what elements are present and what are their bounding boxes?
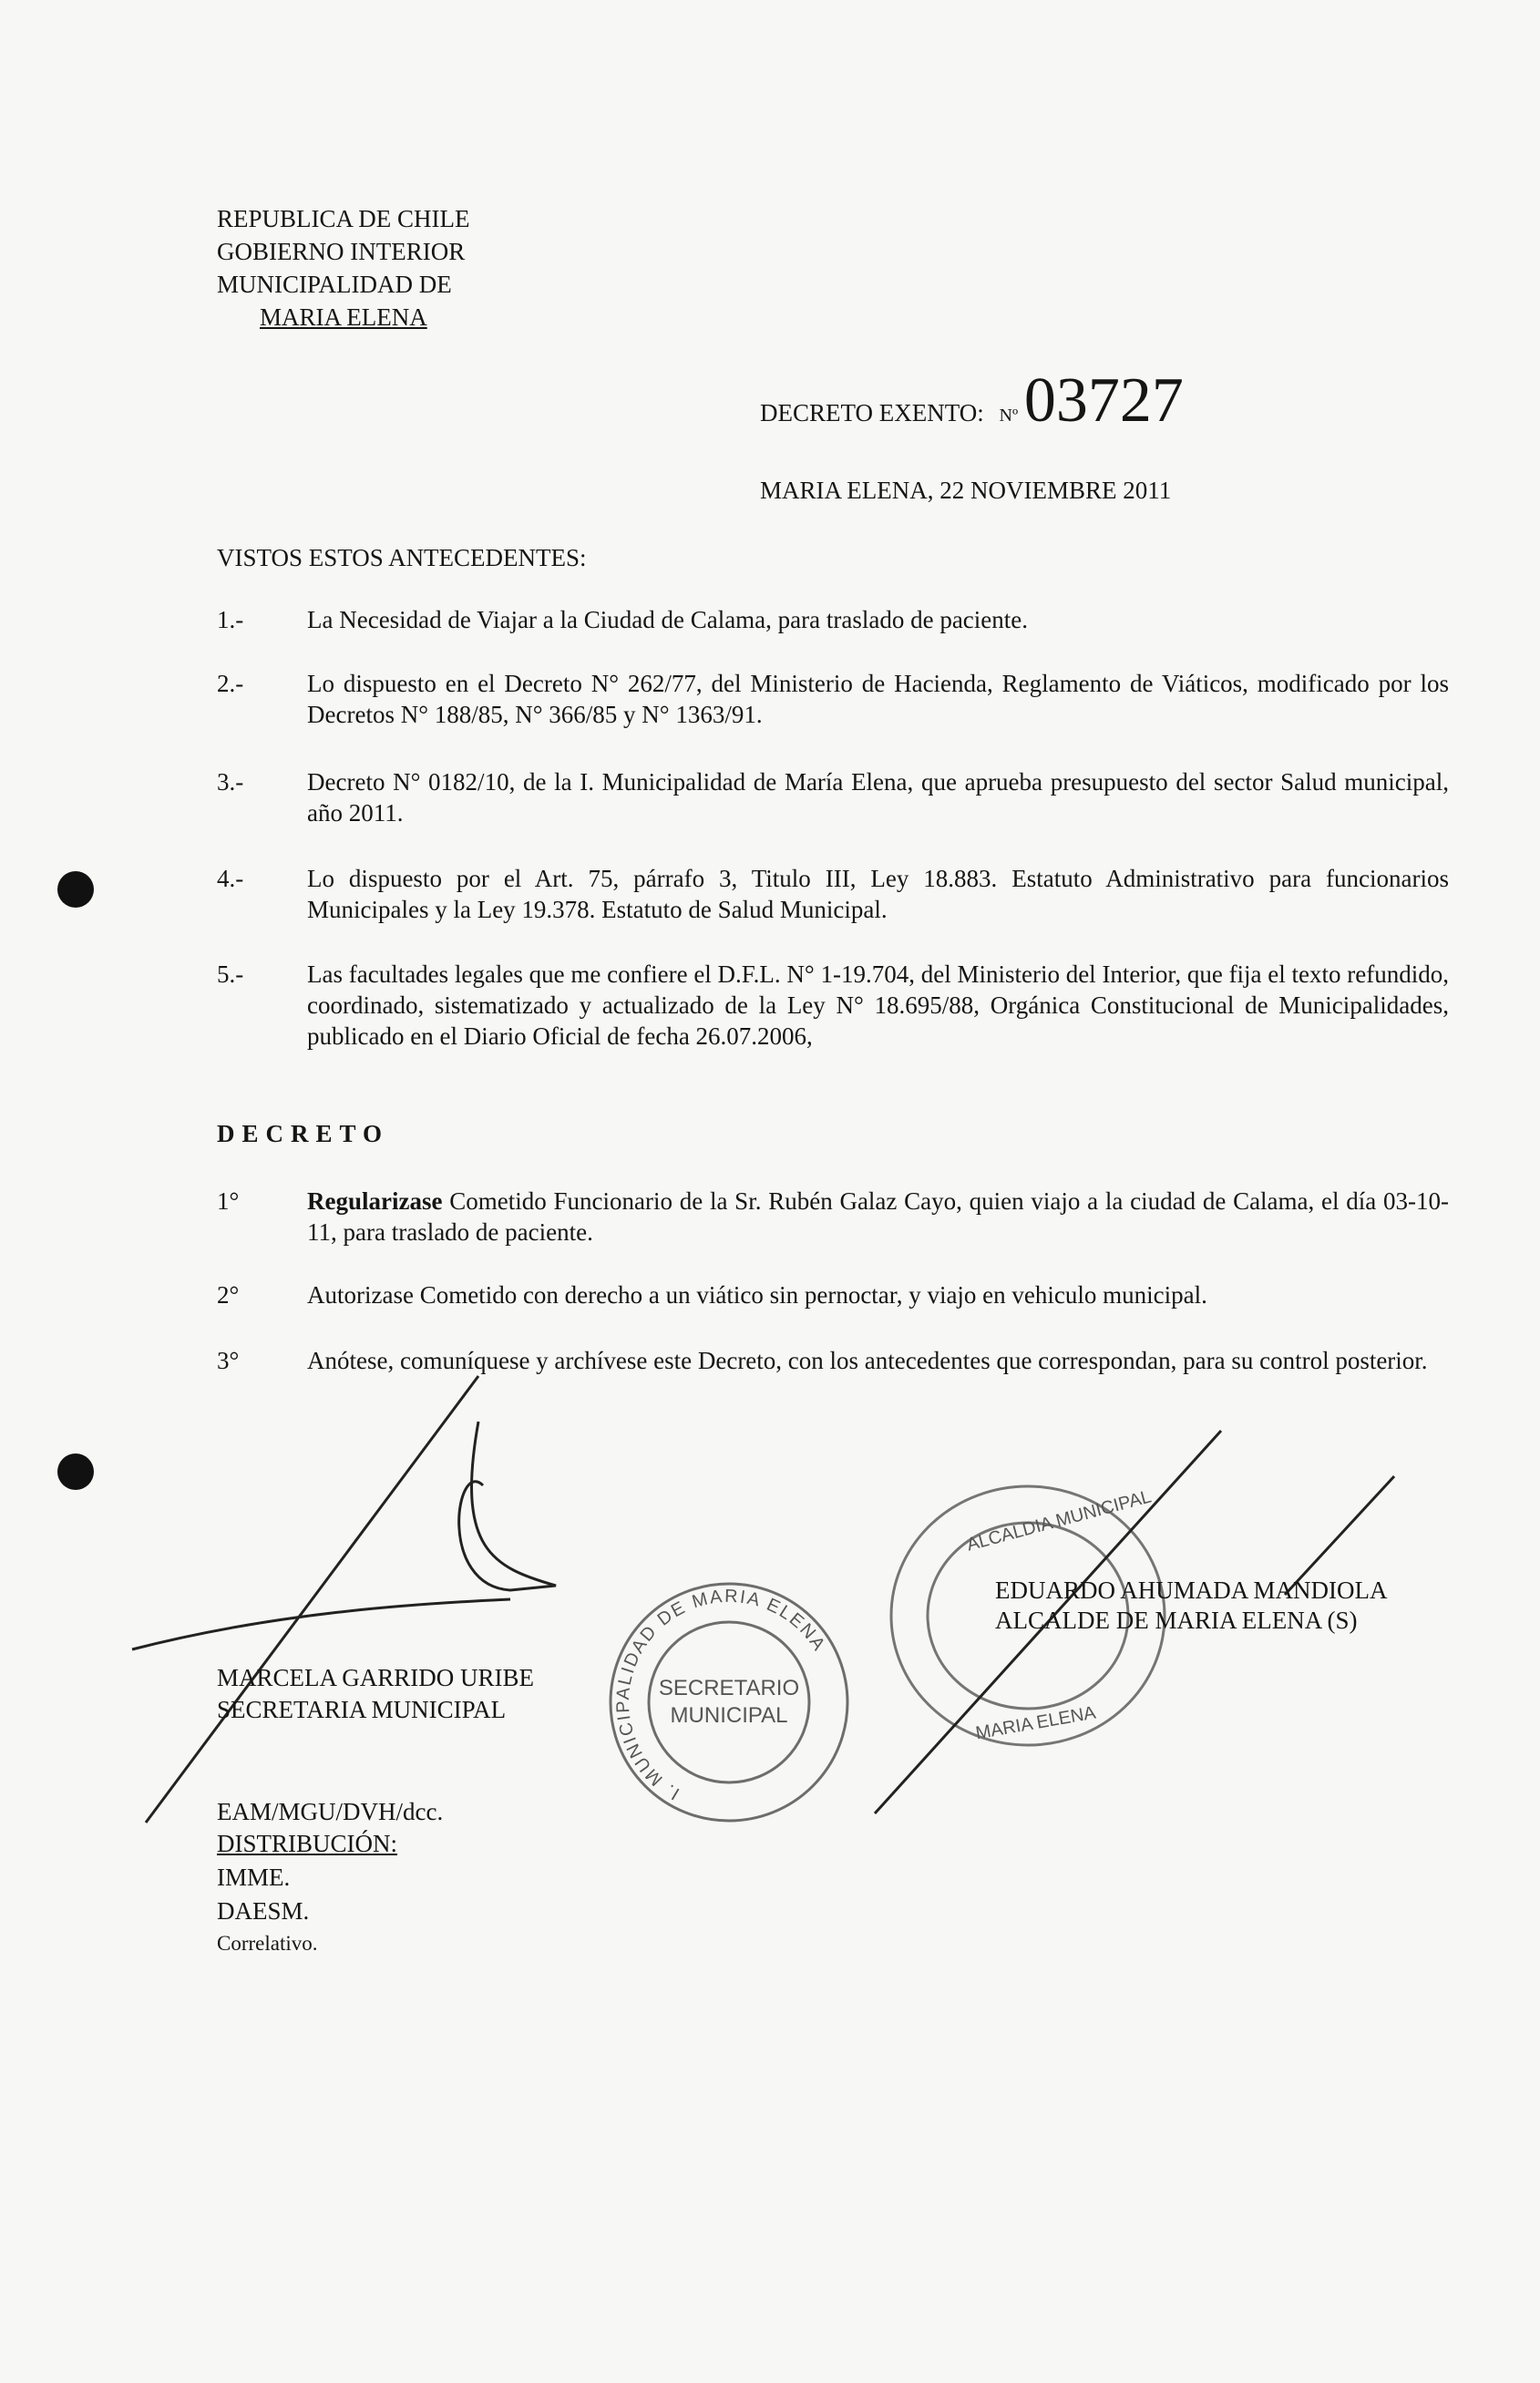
distribution-label: DISTRIBUCIÓN: (217, 1830, 398, 1857)
letterhead-line: MUNICIPALIDAD DE (217, 271, 452, 298)
signer-name: MARCELA GARRIDO URIBE (217, 1664, 535, 1691)
item-number: 2° (217, 1281, 240, 1309)
item-text: Autorizase Cometido con derecho a un viático sin pernoctar, y viajo en vehiculo municipal. (307, 1281, 1207, 1309)
item-text (307, 1186, 1449, 1248)
distribution-item: IMME. (217, 1864, 291, 1891)
item-number: 3° (217, 1347, 240, 1374)
left-stamp-ring-text: I. MUNICIPALIDAD DE MARIA ELENA (612, 1586, 830, 1804)
item-text: Lo dispuesto en el Decreto N° 262/77, del Ministerio de Hacienda, Reglamento de Viáticos, modificado por los Decretos N° 188/85, N° 366/85 y N° 1363/91. (307, 670, 1449, 728)
letterhead-line: REPUBLICA DE CHILE (217, 205, 470, 232)
item-text: Lo dispuesto por el Art. 75, párrafo 3, Titulo III, Ley 18.883. Estatuto Administrativo para funcionarios Municipales y la Ley 19.378. Estatuto de Salud Municipal. (307, 865, 1449, 923)
letterhead-line: GOBIERNO INTERIOR (217, 238, 466, 265)
decree-number: 03727 (1023, 365, 1184, 436)
item-text: La Necesidad de Viajar a la Ciudad de Calama, para traslado de paciente. (307, 606, 1029, 633)
item-body: Cometido Funcionario de la Sr. Rubén Galaz Cayo, quien viajo a la ciudad de Calama, el día 03-10-11, para traslado de paciente. (307, 1187, 1449, 1246)
left-stamp-center (638, 1675, 820, 1730)
item-number: 2.- (217, 670, 244, 697)
distribution-item: Correlativo. (217, 1932, 318, 1955)
punch-hole (57, 1453, 94, 1490)
vistos-heading: VISTOS ESTOS ANTECEDENTES: (217, 544, 587, 571)
signer-title: SECRETARIA MUNICIPAL (217, 1696, 507, 1723)
decree-number-prefix: Nº (999, 406, 1019, 426)
letterhead-line: MARIA ELENA (260, 303, 427, 331)
decree-number-block (760, 365, 1184, 437)
initials: EAM/MGU/DVH/dcc. (217, 1798, 444, 1825)
distribution-item: DAESM. (217, 1897, 310, 1925)
right-stamp-top: ALCALDIA MUNICIPAL (964, 1486, 1154, 1556)
item-text: Las facultades legales que me confiere el D.F.L. N° 1-19.704, del Ministerio del Interior, que fija el texto refundido, coordinado, sistematizado y actualizado de la Ley N° 18.695/88, Orgánica Constitucional de Municipalidades, publicado en el Diario Oficial de fecha 26.07.2006, (307, 960, 1449, 1050)
right-stamp-bottom: MARIA ELENA (974, 1702, 1098, 1744)
item-number: 3.- (217, 768, 244, 796)
place-date: MARIA ELENA, 22 NOVIEMBRE 2011 (760, 477, 1172, 504)
stamp-text: SECRETARIO (658, 1676, 800, 1700)
item-number: 5.- (217, 960, 244, 988)
item-bold: Regularizase (307, 1187, 443, 1215)
item-text: Decreto N° 0182/10, de la I. Municipalidad de María Elena, que aprueba presupuesto del sector Salud municipal, año 2011. (307, 768, 1449, 827)
item-number: 4.- (217, 865, 244, 892)
signer-title: ALCALDE DE MARIA ELENA (S) (995, 1607, 1358, 1634)
item-text: Anótese, comuníquese y archívese este Decreto, con los antecedentes que correspondan, para su control posterior. (307, 1347, 1428, 1374)
punch-hole (57, 871, 94, 908)
decree-label: DECRETO EXENTO: (760, 399, 984, 426)
signer-name: EDUARDO AHUMADA MANDIOLA (995, 1577, 1388, 1604)
item-number: 1° (217, 1187, 240, 1215)
stamp-text: MUNICIPAL (670, 1703, 788, 1728)
decreto-heading: DECRETO (217, 1120, 390, 1147)
item-number: 1.- (217, 606, 244, 633)
